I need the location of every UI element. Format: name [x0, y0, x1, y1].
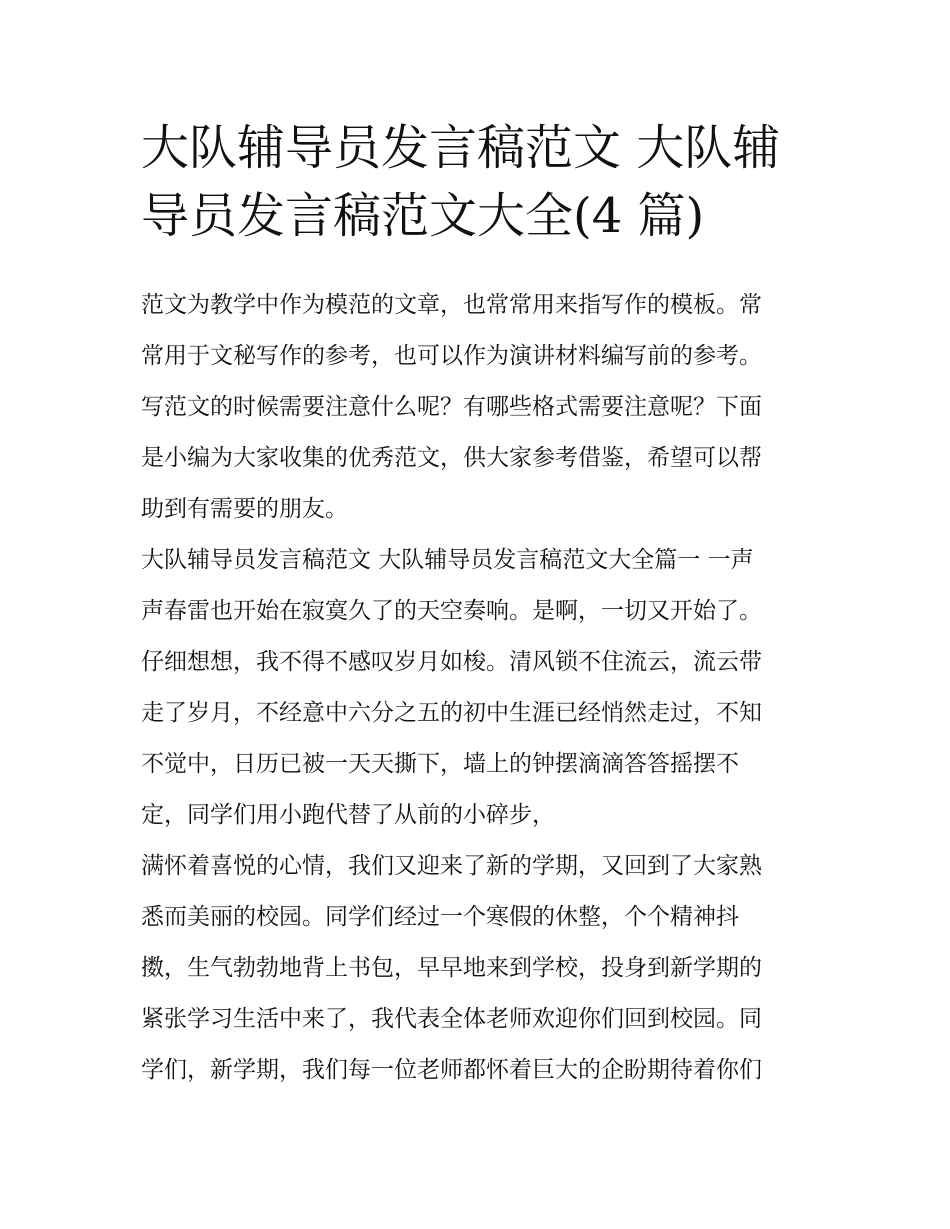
body-line: 助到有需要的朋友。: [141, 496, 348, 522]
body-line: 悉而美丽的校园。同学们经过一个寒假的休整，个个精神抖: [141, 904, 739, 930]
body-line: 仔细想想，我不得不感叹岁月如梭。清风锁不住流云，流云带: [141, 649, 762, 675]
body-line: 大队辅导员发言稿范文 大队辅导员发言稿范文大全篇一 一声: [141, 547, 754, 573]
title-line: 大队辅导员发言稿范文 大队辅: [141, 120, 781, 176]
body-line: 满怀着喜悦的心情，我们又迎来了新的学期，又回到了大家熟: [141, 853, 762, 879]
body-line: 不觉中，日历已被一天天撕下，墙上的钟摆滴滴答答摇摆不: [141, 751, 739, 777]
body-line: 走了岁月，不经意中六分之五的初中生涯已经悄然走过，不知: [141, 700, 762, 726]
body-line: 写范文的时候需要注意什么呢？有哪些格式需要注意呢？下面: [141, 394, 762, 420]
body-line: 紧张学习生活中来了，我代表全体老师欢迎你们回到校园。同: [141, 1006, 762, 1032]
body-line: 学们，新学期，我们每一位老师都怀着巨大的企盼期待着你们: [141, 1057, 762, 1083]
body-line: 定，同学们用小跑代替了从前的小碎步，: [141, 802, 555, 828]
title-line: 导员发言稿范文大全(4 篇): [141, 188, 705, 244]
body-line: 范文为教学中作为模范的文章，也常常用来指写作的模板。常: [141, 292, 762, 318]
document-title: [141, 114, 821, 250]
body-line: 常用于文秘写作的参考，也可以作为演讲材料编写前的参考。: [141, 343, 762, 369]
body-line: 是小编为大家收集的优秀范文，供大家参考借鉴，希望可以帮: [141, 445, 762, 471]
body-line: 擞，生气勃勃地背上书包，早早地来到学校，投身到新学期的: [141, 955, 762, 981]
document-body: [141, 280, 821, 1096]
body-line: 声春雷也开始在寂寞久了的天空奏响。是啊，一切又开始了。: [141, 598, 762, 624]
